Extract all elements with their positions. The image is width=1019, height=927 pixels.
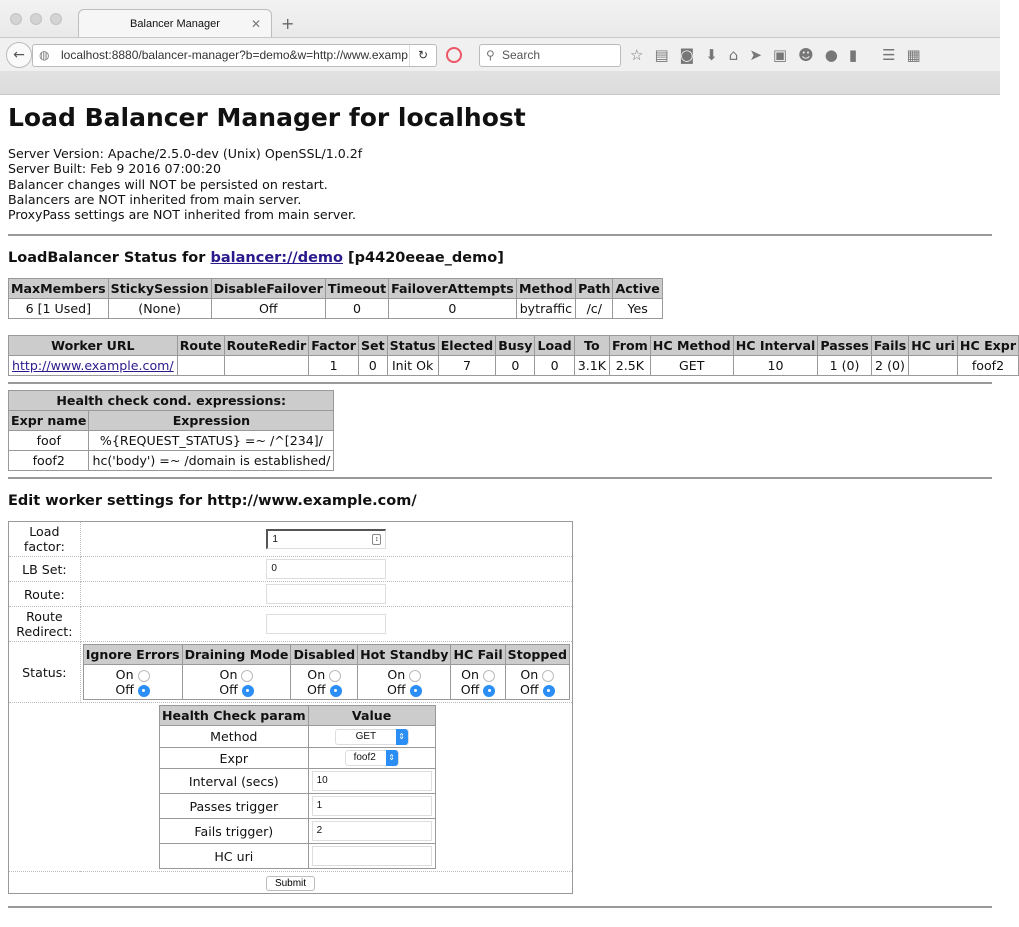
table-cell: /c/ [576,299,613,319]
column-header: RouteRedir [224,336,309,356]
extension-icon[interactable]: ● [824,46,838,64]
blocked-icon[interactable] [446,47,462,63]
radio-off[interactable] [330,685,342,697]
chat-icon[interactable]: ☻ [798,46,814,64]
radio-on[interactable] [483,670,495,682]
search-input[interactable]: ⚲ Search [479,44,621,67]
search-icon: ⚲ [486,48,495,62]
qr-icon[interactable]: ▦ [906,46,921,64]
server-info: Server Version: Apache/2.5.0-dev (Unix) OpenSSL/1.0.2f Server Built: Feb 9 2016 07:00:20 Balancer changes will NOT be persisted on restart. Balancers are NOT inherited from main server. ProxyPass settings are NOT inherited from main server. [8,146,363,223]
divider [8,906,992,908]
table-cell [177,356,224,376]
column-header: Status [387,336,438,356]
column-header: Load [535,336,574,356]
worker-url-link[interactable]: http://www.example.com/ [12,358,174,374]
column-header: Timeout [325,279,388,299]
table-cell: 1 (0) [818,356,871,376]
hc-uri-input[interactable] [312,846,432,866]
back-button[interactable]: ← [6,42,32,68]
column-header: To [574,336,609,356]
radio-on[interactable] [542,670,554,682]
table-cell: Off [211,299,325,319]
radio-on[interactable] [329,670,341,682]
balancer-table [8,278,663,319]
divider [8,477,992,479]
window-controls[interactable] [10,13,62,25]
status-flag-header: Ignore Errors [83,645,182,665]
pocket-icon[interactable]: ◙ [679,46,695,64]
column-header: Fails [871,336,909,356]
worker-table [8,335,1019,376]
hc-method-select[interactable]: GET ⇕ [335,729,409,745]
status-flags-table [83,644,570,700]
status-flag-radios: On Off [505,665,569,700]
column-header: From [609,336,650,356]
status-flag-header: Draining Mode [182,645,291,665]
menu-icon[interactable]: ☰ [882,46,896,64]
status-flag-radios: On Off [182,665,291,700]
column-header: StickySession [108,279,211,299]
table-cell: bytraffic [516,299,575,319]
edit-worker-heading: Edit worker settings for http://www.example.com/ [8,493,417,510]
radio-off[interactable] [410,685,422,697]
load-factor-input[interactable]: 1 ↕ [266,529,386,549]
table-cell [9,356,178,376]
balancer-status-heading: LoadBalancer Status for balancer://demo [p4420eeae_demo] [8,250,504,267]
status-flag-radios: On Off [291,665,358,700]
submit-button[interactable]: Submit [266,876,315,891]
table-cell: 2.5K [609,356,650,376]
status-flag-radios: On Off [358,665,451,700]
download-icon[interactable]: ⬇ [705,46,718,64]
status-flag-radios: On Off [83,665,182,700]
table-cell [909,356,958,376]
radio-off[interactable] [242,685,254,697]
browser-chrome [0,0,1000,95]
save-icon[interactable]: ▣ [772,46,788,64]
balancer-link[interactable]: balancer://demo [210,250,343,267]
browser-tab[interactable]: Balancer Manager ✕ [78,9,272,37]
status-flag-header: Hot Standby [358,645,451,665]
route-input[interactable] [266,584,386,604]
divider [8,234,992,236]
table-cell: 3.1K [574,356,609,376]
column-header: Worker URL [9,336,178,356]
status-flag-header: Disabled [291,645,358,665]
radio-off[interactable] [543,685,555,697]
radio-on[interactable] [241,670,253,682]
table-cell: 0 [535,356,574,376]
column-header: HC Method [650,336,733,356]
column-header: Busy [496,336,535,356]
table-cell: (None) [108,299,211,319]
edit-worker-form: Load factor: 1 ↕ LB Set: 0 Route: Route Redirect: Status: Ignore Errors Draining Mode Disabled Hot Standby HC Fail Stopped On Off On Off On Off On Off On Off On Off Health Check param Value Method GET ⇕ Expr foof2 ⇕ Interval (secs) 10 Passes trigger 1 Fails trigger) 2 HC uri Submit [8,521,573,894]
clipboard-icon[interactable]: ▮ [848,46,858,64]
column-header: DisableFailover [211,279,325,299]
health-check-table: Health Check param Value Method GET ⇕ Expr foof2 ⇕ Interval (secs) 10 Passes trigger 1 Fails trigger) 2 HC uri [159,705,436,869]
divider [8,382,992,384]
table-cell: 7 [438,356,496,376]
status-flag-header: Stopped [505,645,569,665]
table-cell: 10 [733,356,818,376]
table-cell: GET [650,356,733,376]
hc-passes-input[interactable]: 1 [312,796,432,816]
table-cell: Yes [613,299,662,319]
chevron-updown-icon: ⇕ [386,750,398,766]
reading-list-icon[interactable]: ▤ [654,46,669,64]
status-flag-header: HC Fail [451,645,505,665]
new-tab-button[interactable]: + [281,14,295,33]
table-cell: foof2 [957,356,1018,376]
column-header: Route [177,336,224,356]
column-header: Path [576,279,613,299]
table-cell: 6 [1 Used] [9,299,109,319]
hc-interval-input[interactable]: 10 [312,771,432,791]
toolbar-icons [630,46,921,64]
column-header: Active [613,279,662,299]
send-icon[interactable]: ➤ [749,46,762,64]
column-header: HC Interval [733,336,818,356]
page-title: Load Balancer Manager for localhost [8,103,526,132]
column-header: FailoverAttempts [389,279,517,299]
radio-off[interactable] [138,685,150,697]
close-tab-icon[interactable]: ✕ [250,16,261,31]
route-redirect-input[interactable] [266,614,386,634]
column-header: Factor [309,336,359,356]
table-cell: 0 [358,356,387,376]
hc-fails-input[interactable]: 2 [312,821,432,841]
reload-icon[interactable]: ↻ [409,45,428,66]
table-cell [224,356,309,376]
expr-table: Health check cond. expressions: Expr name Expression foof %{REQUEST_STATUS} =~ /^[234]/ foof2 hc('body') =~ /domain is established/ [8,390,334,471]
address-bar[interactable]: ◍ localhost:8880/balancer-manager?b=demo&w=http://www.examp ↻ [32,44,437,67]
table-cell: 0 [496,356,535,376]
column-header: Elected [438,336,496,356]
table-row: foof2 hc('body') =~ /domain is established/ [9,451,334,471]
column-header: HC Expr [957,336,1018,356]
radio-off[interactable] [483,685,495,697]
column-header: Method [516,279,575,299]
table-cell: 1 [309,356,359,376]
table-cell: 2 (0) [871,356,909,376]
home-icon[interactable]: ⌂ [728,46,739,64]
hc-expr-select[interactable]: foof2 ⇕ [345,750,399,766]
chevron-updown-icon: ⇕ [396,729,408,745]
table-cell: Init Ok [387,356,438,376]
column-header: MaxMembers [9,279,109,299]
column-header: Set [358,336,387,356]
lb-set-input[interactable]: 0 [266,559,386,579]
radio-on[interactable] [409,670,421,682]
globe-icon: ◍ [39,48,50,62]
table-cell: 0 [389,299,517,319]
bookmark-star-icon[interactable]: ☆ [630,46,644,64]
stepper-icon[interactable]: ↕ [372,534,381,545]
status-flag-radios: On Off [451,665,505,700]
column-header: Passes [818,336,871,356]
column-header: HC uri [909,336,958,356]
table-row: foof %{REQUEST_STATUS} =~ /^[234]/ [9,431,334,451]
radio-on[interactable] [138,670,150,682]
table-cell: 0 [325,299,388,319]
